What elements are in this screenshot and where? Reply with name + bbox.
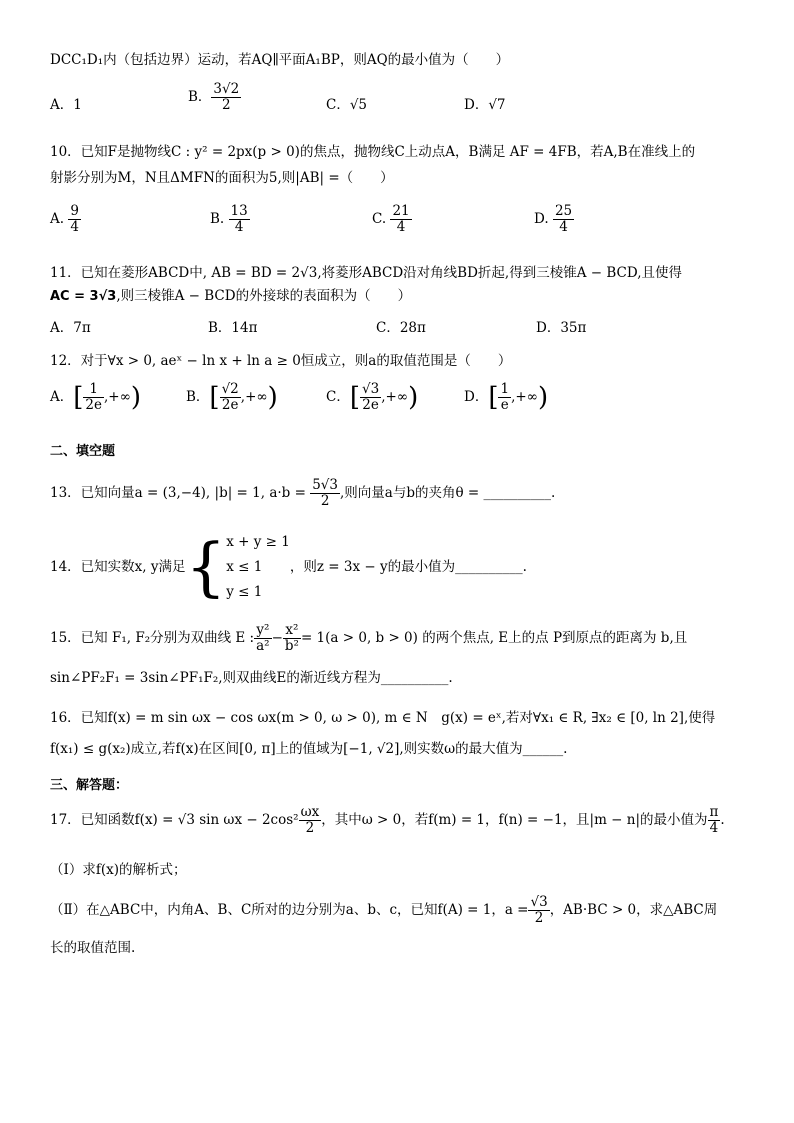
left-bracket: [ bbox=[349, 382, 360, 413]
q17-text-end: . bbox=[720, 811, 725, 828]
interval-tail: ,+∞ bbox=[381, 388, 409, 405]
q13 bbox=[50, 478, 555, 509]
q15-text-end: = 1(a > 0, b > 0) 的两个焦点, E上的点 P到原点的距离为 b,且 bbox=[300, 629, 688, 646]
fraction-numerator: 1 bbox=[500, 381, 510, 397]
q15-fraction-1 bbox=[254, 623, 271, 654]
q15-text-start: 15．已知 F₁, F₂分别为双曲线 E : bbox=[50, 629, 255, 646]
option-label: A. bbox=[50, 210, 65, 227]
q14 bbox=[50, 530, 527, 605]
section-answer-heading: 三、解答题： bbox=[50, 778, 129, 793]
q12-stem: 12．对于∀x > 0, aeˣ − ln x + ln a ≥ 0恒成立，则a的取值范围是（ ） bbox=[50, 353, 512, 369]
constraint-3: y ≤ 1 bbox=[226, 584, 263, 600]
option-fraction bbox=[220, 382, 241, 413]
q17-text-start: 17．已知函数f(x) = √3 sin ωx − 2cos² bbox=[50, 811, 299, 828]
option-label: C. bbox=[372, 210, 387, 227]
option-label: A． bbox=[50, 388, 74, 405]
option-label: D. bbox=[534, 210, 549, 227]
minus-sign: − bbox=[271, 629, 283, 646]
q14-text-end: ，则z = 3x − y的最小值为__________. bbox=[289, 559, 527, 575]
q17-part2-line2: 长的取值范围. bbox=[50, 940, 136, 956]
right-paren: ) bbox=[537, 382, 549, 413]
fraction-denominator: 2 bbox=[534, 909, 544, 926]
fraction-numerator: 1 bbox=[83, 382, 104, 398]
constraint-1: x + y ≥ 1 bbox=[226, 534, 290, 550]
q9-option-b-label: B． bbox=[188, 88, 212, 105]
q10-line2: 射影分别为M，N且ΔMFN的面积为5,则|AB| =（ ） bbox=[50, 170, 394, 186]
option-label: B． bbox=[186, 388, 210, 405]
q17-part2-text-end: ，AB·BC > 0，求△ABC周 bbox=[549, 901, 718, 918]
q11-line1: 11．已知在菱形ABCD中, AB = BD = 2√3,将菱形ABCD沿对角线BD折起,得到三棱锥A − BCD,且使得 bbox=[50, 265, 682, 281]
q17-stem bbox=[50, 805, 725, 836]
fraction-denominator: 2 bbox=[320, 492, 330, 509]
q11-option-d: D．35π bbox=[536, 320, 587, 336]
q17-fraction-2 bbox=[708, 805, 721, 836]
fraction-denominator: 2 bbox=[305, 819, 315, 836]
q12-option-b bbox=[186, 382, 278, 413]
constraint-2: x ≤ 1 bbox=[226, 559, 263, 575]
q11-option-a: A．7π bbox=[50, 320, 91, 336]
q17-fraction-1 bbox=[299, 805, 322, 836]
fraction-numerator: 21 bbox=[392, 203, 410, 219]
q16-line2: f(x₁) ≤ g(x₂)成立,若f(x)在区间[0, π]上的值域为[−1, √2],则实数ω的最大值为______. bbox=[50, 741, 568, 757]
q10-line1: 10．已知F是抛物线C : y² = 2px(p > 0)的焦点，抛物线C上动点A，B满足 AF = 4FB，若A,B在准线上的 bbox=[50, 144, 696, 160]
fraction-denominator: 4 bbox=[709, 819, 719, 836]
q9-option-a: A．1 bbox=[50, 97, 82, 113]
q11-line2 bbox=[50, 284, 411, 304]
q9-option-c: C．√5 bbox=[326, 97, 368, 113]
fraction-denominator: 2e bbox=[362, 396, 379, 413]
fraction-denominator: 4 bbox=[234, 218, 244, 235]
q11-option-b: B．14π bbox=[208, 320, 258, 336]
fraction-numerator: √3 bbox=[530, 894, 548, 910]
right-paren: ) bbox=[130, 382, 142, 413]
q15-fraction-2 bbox=[283, 623, 301, 654]
q17-part2-fraction bbox=[528, 895, 549, 926]
fraction-denominator: 4 bbox=[559, 218, 568, 235]
q17-part2-text-start: （Ⅱ）在△ABC中，内角A、B、C所对的边分别为a、b、c，已知f(A) = 1，a = bbox=[50, 901, 529, 918]
fraction-numerator: 25 bbox=[554, 203, 573, 219]
q12-option-d bbox=[464, 382, 548, 413]
fraction-denominator: 4 bbox=[396, 218, 406, 235]
q14-text-start: 14．已知实数x, y满足 bbox=[50, 559, 186, 575]
fraction-denominator: 4 bbox=[70, 218, 79, 235]
q11-line2-text: ,则三棱锥A − BCD的外接球的表面积为（ ） bbox=[116, 288, 412, 304]
q13-text-end: ,则向量a与b的夹角θ = __________. bbox=[340, 484, 556, 501]
q9-option-d: D．√7 bbox=[464, 97, 506, 113]
left-bracket: [ bbox=[209, 382, 220, 413]
q10-option-a bbox=[50, 204, 81, 235]
q14-constraint-system bbox=[226, 530, 290, 605]
q11-option-c: C．28π bbox=[376, 320, 426, 336]
option-fraction bbox=[360, 382, 381, 413]
q11-bold-condition: AC = 3√3 bbox=[50, 289, 117, 304]
q15-line2: sin∠PF₂F₁ = 3sin∠PF₁F₂,则双曲线E的渐近线方程为__________. bbox=[50, 670, 453, 686]
fraction-numerator: ωx bbox=[300, 804, 320, 820]
q15-line1 bbox=[50, 623, 687, 654]
q10-option-c bbox=[372, 204, 412, 235]
interval-tail: ,+∞ bbox=[104, 388, 131, 405]
q13-text-start: 13．已知向量a = (3,−4), |b| = 1, a·b = bbox=[50, 484, 306, 501]
q17-text-mid: ，其中ω > 0，若f(m) = 1，f(n) = −1，且|m − n|的最小值为 bbox=[321, 811, 708, 828]
fraction-denominator: 2 bbox=[222, 96, 231, 113]
q13-fraction bbox=[310, 478, 340, 509]
fraction-numerator: 5√3 bbox=[312, 477, 338, 493]
option-label: C． bbox=[326, 388, 350, 405]
fraction-denominator: 2e bbox=[85, 396, 102, 413]
fraction-numerator: 3√2 bbox=[213, 81, 240, 97]
option-fraction bbox=[83, 382, 104, 413]
option-label: B. bbox=[210, 210, 225, 227]
fraction-numerator: √3 bbox=[362, 381, 380, 397]
q9-continuation: DCC₁D₁内（包括边界）运动，若AQ∥平面A₁BP，则AQ的最小值为（ ） bbox=[50, 52, 510, 68]
q9-option-b-fraction bbox=[211, 82, 241, 113]
section-fill-in-heading: 二、填空题 bbox=[50, 444, 116, 459]
option-fraction bbox=[390, 204, 411, 235]
fraction-numerator: 9 bbox=[70, 203, 79, 219]
q16-line1: 16．已知f(x) = m sin ωx − cos ωx(m > 0, ω > 0), m ∈ N g(x) = eˣ,若对∀x₁ ∈ R, ∃x₂ ∈ [0, ln 2],使得 bbox=[50, 710, 716, 726]
left-bracket: [ bbox=[73, 382, 84, 413]
fraction-numerator: √2 bbox=[221, 381, 239, 397]
left-brace: { bbox=[185, 530, 227, 605]
option-fraction bbox=[229, 204, 250, 235]
fraction-denominator: e bbox=[500, 396, 509, 413]
fraction-numerator: 13 bbox=[230, 203, 248, 219]
option-fraction bbox=[553, 204, 574, 235]
fraction-numerator: x² bbox=[283, 623, 301, 639]
fraction-denominator: 2e bbox=[221, 396, 239, 413]
interval-tail: ,+∞ bbox=[240, 388, 268, 405]
q10-option-d bbox=[534, 204, 574, 235]
left-bracket: [ bbox=[488, 382, 499, 413]
fraction-numerator: π bbox=[709, 804, 719, 820]
q12-option-a bbox=[50, 382, 141, 413]
q17-part1: （Ⅰ）求f(x)的解析式； bbox=[50, 862, 187, 878]
option-fraction bbox=[498, 382, 511, 413]
fraction-numerator: y² bbox=[254, 623, 271, 639]
q9-option-b bbox=[188, 82, 241, 113]
interval-tail: ,+∞ bbox=[511, 388, 538, 405]
q10-option-b bbox=[210, 204, 250, 235]
option-fraction bbox=[68, 204, 81, 235]
q17-part2-line1 bbox=[50, 895, 717, 926]
fraction-denominator: a² bbox=[256, 637, 270, 654]
right-paren: ) bbox=[408, 382, 419, 413]
fraction-denominator: b² bbox=[284, 637, 299, 654]
q12-option-c bbox=[326, 382, 418, 413]
option-label: D． bbox=[464, 388, 489, 405]
right-paren: ) bbox=[267, 382, 278, 413]
